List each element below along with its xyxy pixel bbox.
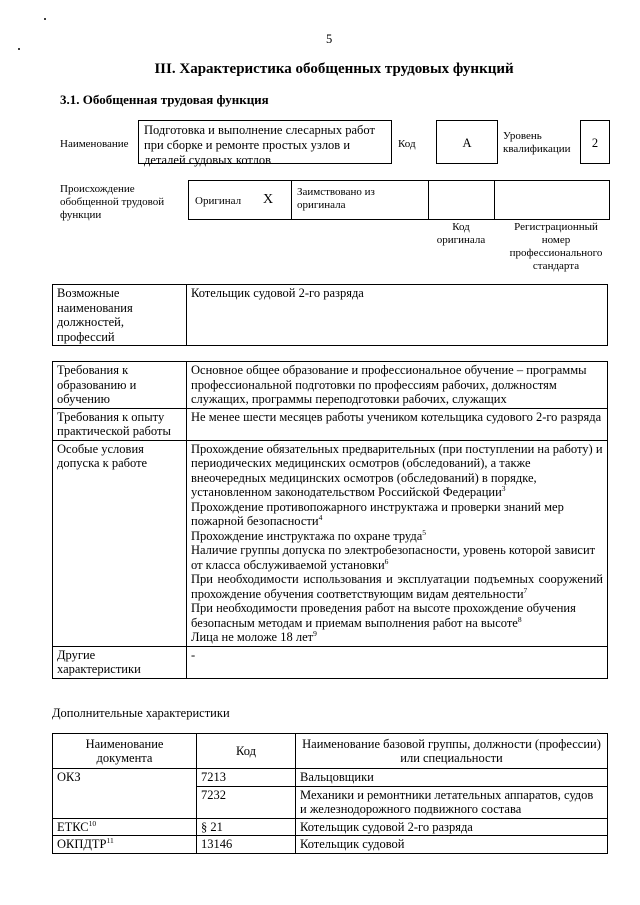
code-cell: § 21 xyxy=(197,818,296,836)
scan-speck xyxy=(44,18,46,20)
level-value-box xyxy=(580,120,610,164)
origin-table xyxy=(188,180,610,220)
positions-table xyxy=(52,284,608,346)
doc-cell: ОКПДТР$^{11}$ xyxy=(53,836,197,854)
divider xyxy=(428,180,429,220)
header-name: Наименование базовой группы, должности (профессии) или специальности xyxy=(296,734,608,769)
education-value: Основное общее образование и профессиональное обучение – программы профессиональной подготовки по профессиям рабочих, должностям служащих, программы переподготовки рабочих, служащих xyxy=(187,362,608,409)
education-label: Требования к образованию и обучению xyxy=(53,362,187,409)
divider xyxy=(494,180,495,220)
special-item: Наличие группы допуска по электробезопасности, уровень которой зависит от класса обслуживаемой установки$^6$ xyxy=(191,543,596,572)
special-conditions xyxy=(187,440,608,646)
doc-cell: ОКЗ xyxy=(53,769,197,819)
table-row xyxy=(53,818,608,836)
level-label: Уровень квалификации xyxy=(503,130,571,155)
code-cell: 13146 xyxy=(197,836,296,854)
reg-number-label: Регистрационный номер профессионального стандарта xyxy=(509,221,603,272)
special-item: Прохождение обязательных предварительных (при поступлении на работу) и периодических медицинских осмотров (обследований), а также внеочередных медицинских осмотров (обследований) в порядке, установленном законодательством Российской Федерации$^3$ xyxy=(191,441,603,499)
requirements-table xyxy=(52,361,608,679)
experience-value: Не менее шести месяцев работы учеником котельщика судового 2-го разряда xyxy=(187,408,608,440)
positions-label: Возможные наименования должностей, профессий xyxy=(53,285,187,346)
code-label: Код xyxy=(398,138,416,150)
code-cell: 7232 xyxy=(197,786,296,818)
subsection-title: 3.1. Обобщенная трудовая функция xyxy=(60,92,269,107)
other-label: Другие характеристики xyxy=(53,646,187,678)
table-row xyxy=(53,769,608,787)
section-title: III. Характеристика обобщенных трудовых функций xyxy=(154,61,514,77)
header-doc: Наименование документа xyxy=(53,734,197,769)
origin-label: Происхождение обобщенной трудовой функции xyxy=(60,183,165,221)
page-number: 5 xyxy=(326,32,333,46)
original-label: Оригинал xyxy=(195,195,242,207)
name-label: Наименование xyxy=(60,138,129,150)
name-value-box xyxy=(138,120,392,167)
special-item: Лица не моложе 18 лет$^9$ xyxy=(191,628,317,644)
name-cell: Котельщик судовой xyxy=(296,836,608,854)
code-cell: 7213 xyxy=(197,769,296,787)
original-mark: X xyxy=(263,192,274,207)
code-original-label: Код оригинала xyxy=(436,221,486,246)
positions-value: Котельщик судовой 2-го разряда xyxy=(187,285,608,346)
special-item: При необходимости проведения работ на высоте прохождение обучения безопасным методам и приемам выполнения работ на высоте$^8$ xyxy=(191,601,576,630)
divider xyxy=(291,180,292,220)
scan-speck xyxy=(18,48,20,50)
code-value-box xyxy=(436,120,498,164)
additional-table xyxy=(52,733,608,854)
code-value: А xyxy=(462,136,472,150)
doc-cell: ЕТКС$^{10}$ xyxy=(53,818,197,836)
other-value: - xyxy=(187,646,608,678)
special-item: При необходимости использования и эксплуатации подъемных сооружений прохождение обучения соответствующим видам деятельности$^7$ xyxy=(191,572,603,601)
special-item: Прохождение инструктажа по охране труда$^5$ xyxy=(191,527,427,543)
table-row xyxy=(53,836,608,854)
name-value: Подготовка и выполнение слесарных работ при сборке и ремонте простых узлов и деталей судовых котлов xyxy=(144,123,375,167)
additional-title: Дополнительные характеристики xyxy=(52,706,230,720)
name-cell: Котельщик судовой 2-го разряда xyxy=(296,818,608,836)
borrowed-label: Заимствовано из оригинала xyxy=(297,186,375,211)
special-label: Особые условия допуска к работе xyxy=(53,440,187,646)
name-cell: Механики и ремонтники летательных аппаратов, судов и железнодорожного подвижного состава xyxy=(296,786,608,818)
level-value: 2 xyxy=(591,136,599,150)
name-cell: Вальцовщики xyxy=(296,769,608,787)
experience-label: Требования к опыту практической работы xyxy=(53,408,187,440)
header-code: Код xyxy=(197,734,296,769)
special-item: Прохождение противопожарного инструктажа и проверки знаний мер пожарной безопасности$^4$ xyxy=(191,499,564,528)
